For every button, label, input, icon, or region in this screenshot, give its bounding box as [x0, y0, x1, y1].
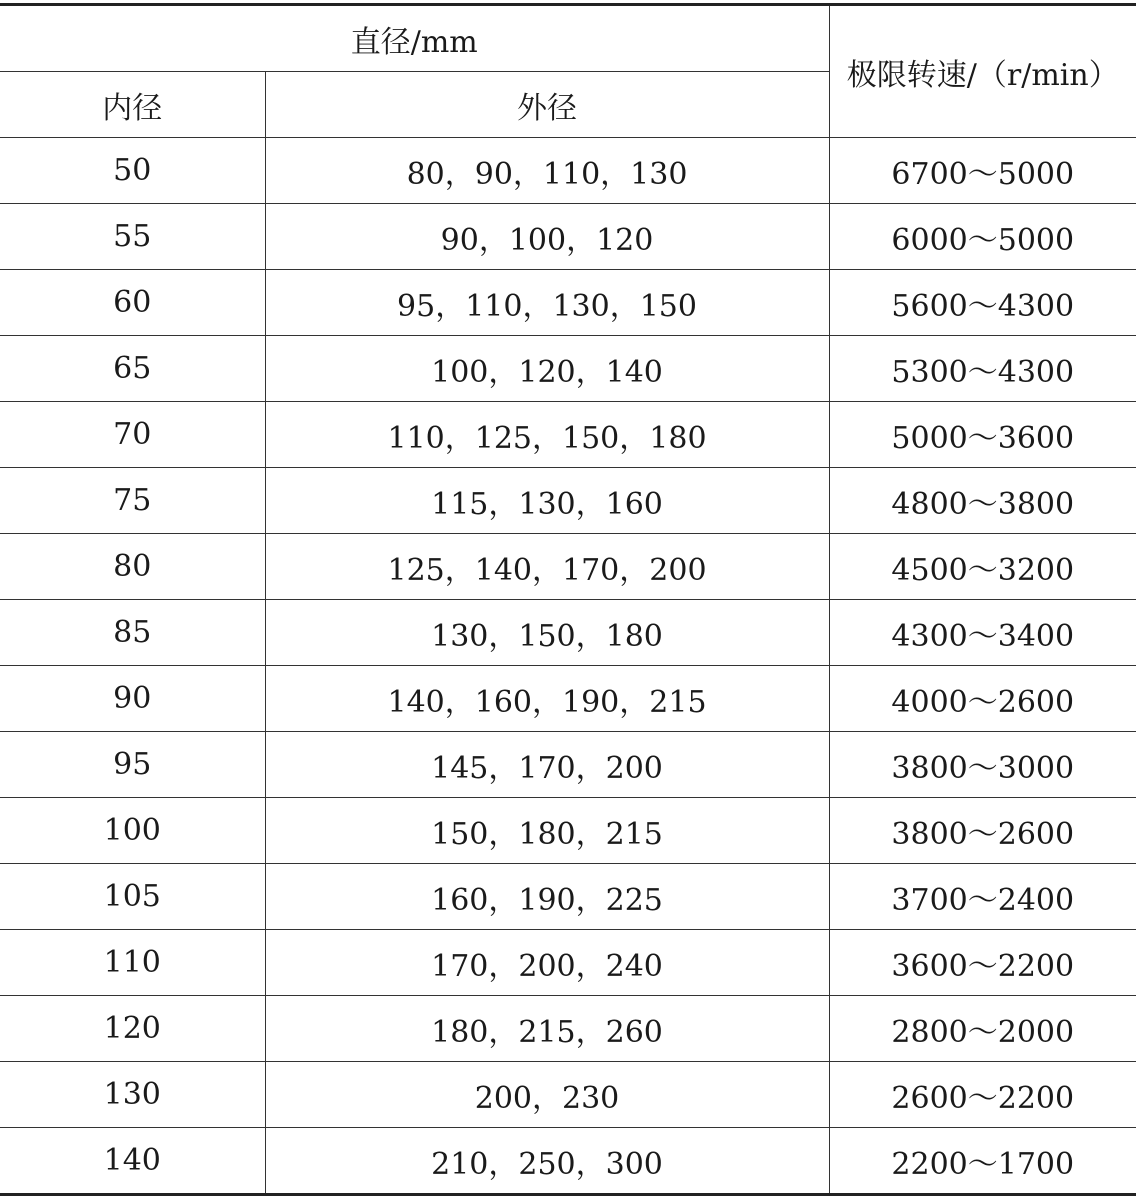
speed-limit-cell: 4300～3400: [829, 600, 1136, 666]
inner-diameter-cell: 60: [0, 270, 265, 336]
inner-diameter-header: 内径: [0, 72, 265, 138]
inner-diameter-cell: 50: [0, 138, 265, 204]
inner-diameter-cell: 140: [0, 1128, 265, 1195]
inner-diameter-cell: 65: [0, 336, 265, 402]
table-row: [0, 600, 1136, 666]
outer-diameter-cell: 200，230: [265, 1062, 829, 1128]
speed-limit-cell: 2600～2200: [829, 1062, 1136, 1128]
table-row: [0, 468, 1136, 534]
outer-diameter-cell: 170，200，240: [265, 930, 829, 996]
inner-diameter-cell: 85: [0, 600, 265, 666]
speed-limit-cell: 3800～2600: [829, 798, 1136, 864]
table-row: [0, 336, 1136, 402]
inner-diameter-cell: 70: [0, 402, 265, 468]
outer-diameter-cell: 115，130，160: [265, 468, 829, 534]
inner-diameter-cell: 75: [0, 468, 265, 534]
inner-diameter-cell: 130: [0, 1062, 265, 1128]
table-row: [0, 138, 1136, 204]
outer-diameter-cell: 130，150，180: [265, 600, 829, 666]
table-row: [0, 666, 1136, 732]
table-row: [0, 732, 1136, 798]
inner-diameter-cell: 105: [0, 864, 265, 930]
outer-diameter-cell: 180，215，260: [265, 996, 829, 1062]
bearing-speed-table: [0, 3, 1136, 1196]
outer-diameter-cell: 145，170，200: [265, 732, 829, 798]
table-row: [0, 996, 1136, 1062]
inner-diameter-cell: 100: [0, 798, 265, 864]
speed-limit-cell: 4800～3800: [829, 468, 1136, 534]
speed-limit-header: 极限转速/（r/min）: [829, 5, 1136, 138]
outer-diameter-cell: 95，110，130，150: [265, 270, 829, 336]
outer-diameter-cell: 100，120，140: [265, 336, 829, 402]
inner-diameter-cell: 110: [0, 930, 265, 996]
speed-limit-cell: 3800～3000: [829, 732, 1136, 798]
speed-limit-cell: 5600～4300: [829, 270, 1136, 336]
speed-limit-cell: 3700～2400: [829, 864, 1136, 930]
speed-limit-cell: 2800～2000: [829, 996, 1136, 1062]
speed-limit-cell: 4500～3200: [829, 534, 1136, 600]
outer-diameter-header: 外径: [265, 72, 829, 138]
speed-limit-cell: 2200～1700: [829, 1128, 1136, 1195]
table-row: [0, 1128, 1136, 1195]
outer-diameter-cell: 125，140，170，200: [265, 534, 829, 600]
table-row: [0, 798, 1136, 864]
inner-diameter-cell: 120: [0, 996, 265, 1062]
table-row: [0, 864, 1136, 930]
outer-diameter-cell: 140，160，190，215: [265, 666, 829, 732]
outer-diameter-cell: 150，180，215: [265, 798, 829, 864]
table-row: [0, 930, 1136, 996]
inner-diameter-cell: 90: [0, 666, 265, 732]
table-body: [0, 138, 1136, 1195]
outer-diameter-cell: 90，100，120: [265, 204, 829, 270]
speed-limit-cell: 6000～5000: [829, 204, 1136, 270]
table-row: [0, 204, 1136, 270]
speed-limit-cell: 5300～4300: [829, 336, 1136, 402]
inner-diameter-cell: 95: [0, 732, 265, 798]
table-row: [0, 1062, 1136, 1128]
outer-diameter-cell: 80，90，110，130: [265, 138, 829, 204]
inner-diameter-cell: 55: [0, 204, 265, 270]
inner-diameter-cell: 80: [0, 534, 265, 600]
table-row: [0, 534, 1136, 600]
speed-limit-cell: 3600～2200: [829, 930, 1136, 996]
outer-diameter-cell: 110，125，150，180: [265, 402, 829, 468]
speed-limit-cell: 5000～3600: [829, 402, 1136, 468]
speed-limit-cell: 4000～2600: [829, 666, 1136, 732]
diameter-group-header: 直径/mm: [0, 5, 829, 72]
outer-diameter-cell: 160，190，225: [265, 864, 829, 930]
table-row: [0, 402, 1136, 468]
table-header: [0, 5, 1136, 138]
speed-limit-cell: 6700～5000: [829, 138, 1136, 204]
outer-diameter-cell: 210，250，300: [265, 1128, 829, 1195]
table-row: [0, 270, 1136, 336]
